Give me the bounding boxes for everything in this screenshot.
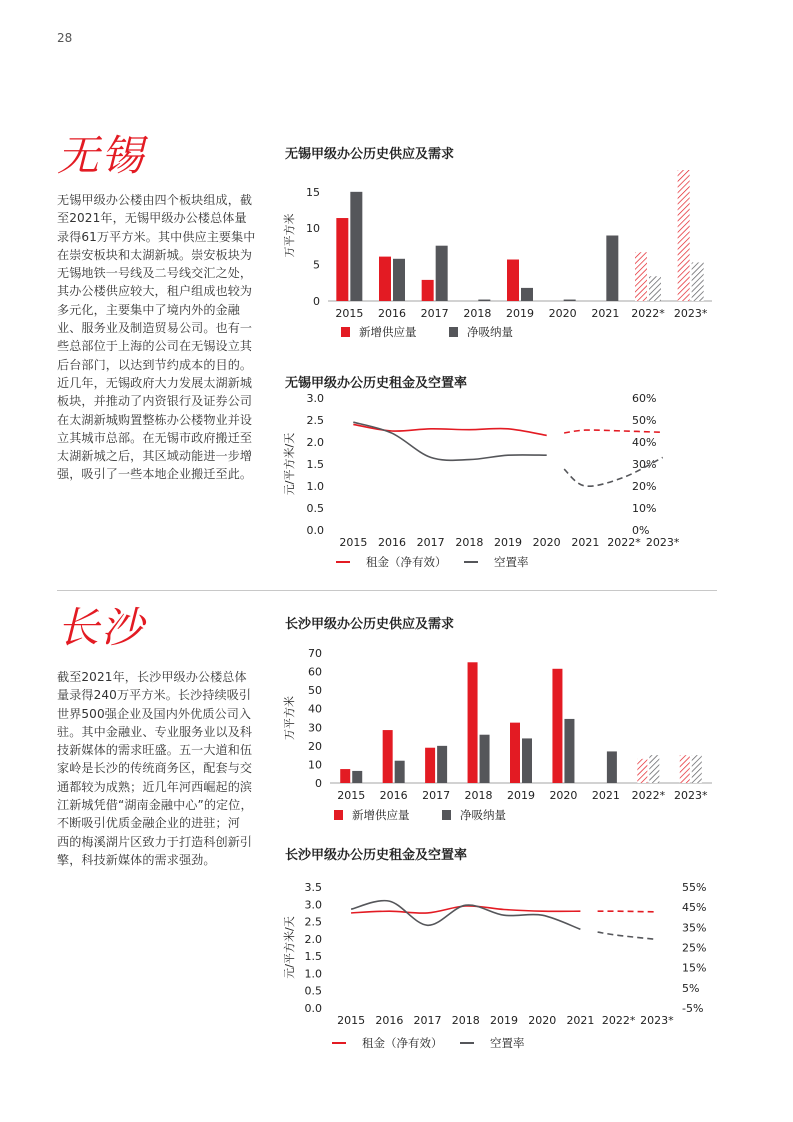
x-tick-label: 2015 — [337, 789, 366, 802]
bar-net-absorption — [692, 262, 704, 301]
bar-new-supply — [510, 723, 520, 783]
bar-net-absorption — [480, 735, 490, 783]
bar-net-absorption — [649, 276, 661, 301]
changsha-supply-chart — [280, 640, 720, 830]
x-tick-label: 2021 — [591, 789, 620, 802]
bar-net-absorption — [606, 236, 618, 302]
text-line: 世界500强企业及国内外优质公司入 — [57, 706, 252, 721]
city-title-changsha: 长沙 — [57, 603, 146, 652]
x-tick-label: 2021 — [571, 536, 600, 549]
x-tick-label: 2019 — [506, 307, 534, 320]
text-line: 截至2021年，长沙甲级办公楼总体 — [57, 670, 247, 684]
vacancy-line-actual — [351, 901, 580, 930]
x-tick-label: 2015 — [339, 536, 368, 549]
bar-net-absorption — [521, 288, 533, 301]
y-tick-label: 10 — [308, 758, 322, 772]
y-axis-label: 万平方米 — [283, 213, 296, 258]
bar-net-absorption — [564, 719, 574, 783]
y-tick-label: 0 — [313, 295, 320, 308]
x-tick-label: 2022* — [631, 789, 666, 802]
y-left-tick-label: 1.0 — [306, 480, 324, 493]
bar-new-supply — [336, 218, 348, 301]
legend-swatch-supply — [334, 810, 343, 820]
text-line: 西的梅溪湖片区致力于打造科创新引 — [57, 834, 253, 849]
y-left-tick-label: 3.0 — [306, 392, 324, 405]
bar-net-absorption — [350, 192, 362, 301]
x-tick-label: 2016 — [379, 789, 408, 802]
y-tick-label: 5 — [313, 258, 320, 272]
x-tick-label: 2023* — [674, 789, 708, 802]
bar-new-supply — [422, 280, 434, 301]
y-right-tick-label: 35% — [682, 921, 707, 935]
text-line: 业、服务业及制造贸易公司。也有一 — [57, 321, 253, 336]
legend-swatch-absorption — [449, 327, 458, 337]
bar-new-supply — [379, 257, 391, 301]
x-tick-label: 2023* — [673, 307, 708, 320]
x-tick-label: 2015 — [337, 1014, 366, 1027]
x-tick-label: 2017 — [413, 1014, 442, 1027]
chart-title-wuxi-rent: 无锡甲级办公历史租金及空置率 — [285, 376, 468, 391]
bar-new-supply — [425, 748, 435, 783]
text-line: 家岭是长沙的传统商务区，配套与交 — [57, 761, 253, 776]
text-line: 量录得240万平方米。长沙持续吸引 — [57, 688, 252, 703]
y-tick-label: 30 — [308, 721, 322, 735]
x-tick-label: 2018 — [451, 1014, 480, 1027]
text-line: 擎，科技新媒体的需求强劲。 — [57, 852, 216, 867]
bar-net-absorption — [437, 746, 447, 783]
text-line: 板块，并推动了内资银行及证券公司 — [57, 394, 253, 409]
x-tick-label: 2017 — [420, 307, 449, 320]
y-left-tick-label: 3.5 — [304, 881, 322, 894]
bar-net-absorption — [692, 755, 702, 783]
y-left-tick-label: 3.0 — [304, 898, 322, 912]
bar-new-supply — [637, 759, 647, 783]
bar-new-supply — [507, 260, 519, 301]
chart-title-changsha-rent: 长沙甲级办公历史租金及空置率 — [285, 848, 468, 863]
y-left-tick-label: 2.0 — [304, 932, 322, 946]
y-right-tick-label: 60% — [632, 392, 657, 405]
y-right-tick-label: 15% — [682, 961, 707, 975]
bar-net-absorption — [395, 761, 405, 783]
y-right-tick-label: 50% — [632, 414, 657, 427]
bar-net-absorption — [352, 771, 362, 783]
y-tick-label: 60 — [308, 665, 322, 679]
x-tick-label: 2019 — [490, 1014, 518, 1027]
bar-net-absorption — [478, 300, 490, 301]
y-left-tick-label: 2.0 — [306, 436, 324, 449]
rent-line-actual — [351, 906, 580, 913]
paragraph-wuxi — [57, 191, 265, 484]
bar-net-absorption — [607, 751, 617, 783]
bar-net-absorption — [436, 246, 448, 301]
x-tick-label: 2020 — [532, 536, 561, 549]
x-tick-label: 2021 — [566, 1014, 595, 1027]
text-line: 多元化，主要集中了境内外的金融 — [57, 302, 240, 317]
y-right-tick-label: 40% — [632, 436, 657, 449]
y-tick-label: 70 — [308, 647, 322, 660]
bar-net-absorption — [649, 755, 659, 783]
y-axis-label: 元/平方米/天 — [283, 432, 296, 496]
bar-net-absorption — [564, 300, 576, 301]
text-line: 在太湖新城购置整栋办公楼物业并设 — [57, 412, 253, 427]
y-tick-label: 50 — [308, 684, 322, 698]
x-tick-label: 2019 — [507, 789, 535, 802]
bar-new-supply — [468, 662, 478, 783]
text-line: 强，吸引了一些本地企业搬迁至此。 — [57, 467, 253, 482]
legend-label: 净吸纳量 — [467, 325, 513, 339]
y-tick-label: 0 — [315, 777, 322, 790]
rent-line-forecast — [564, 430, 663, 433]
y-tick-label: 20 — [308, 739, 322, 753]
y-right-tick-label: 20% — [632, 480, 657, 493]
bar-new-supply — [552, 669, 562, 783]
x-tick-label: 2023* — [640, 1014, 674, 1027]
legend-label: 空置率 — [494, 555, 529, 569]
vacancy-line-actual — [353, 422, 546, 460]
legend-label: 新增供应量 — [359, 325, 417, 339]
x-tick-label: 2020 — [528, 1014, 557, 1027]
y-right-tick-label: 5% — [682, 981, 700, 995]
x-tick-label: 2016 — [378, 307, 406, 320]
y-left-tick-label: 0.0 — [306, 524, 324, 537]
text-line: 些总部位于上海的公司在无锡设立其 — [57, 339, 253, 354]
chart-title-wuxi-supply: 无锡甲级办公历史供应及需求 — [285, 147, 455, 162]
y-left-tick-label: 1.5 — [304, 950, 322, 964]
text-line: 江新城凭借“湖南金融中心”的定位， — [57, 798, 253, 813]
bar-new-supply — [340, 769, 350, 783]
legend-label: 净吸纳量 — [460, 808, 506, 822]
legend-swatch-absorption — [442, 810, 451, 820]
x-tick-label: 2018 — [464, 789, 493, 802]
legend-label: 新增供应量 — [352, 808, 410, 822]
bar-new-supply — [678, 170, 690, 301]
bar-new-supply — [383, 730, 393, 783]
y-left-tick-label: 0.0 — [304, 1002, 322, 1015]
x-tick-label: 2020 — [549, 789, 578, 802]
wuxi-rent-chart — [280, 388, 720, 573]
y-right-tick-label: 0% — [632, 524, 650, 537]
x-tick-label: 2016 — [378, 536, 406, 549]
x-tick-label: 2023* — [645, 536, 680, 549]
x-tick-label: 2018 — [463, 307, 492, 320]
x-tick-label: 2015 — [335, 307, 364, 320]
bar-net-absorption — [393, 259, 405, 301]
legend-label: 租金（净有效） — [366, 555, 447, 569]
text-line: 通都较为成熟；近几年河西崛起的滨 — [57, 779, 253, 794]
y-tick-label: 10 — [306, 222, 320, 236]
text-line: 近几年，无锡政府大力发展太湖新城 — [57, 375, 253, 390]
bar-new-supply — [635, 252, 647, 301]
y-right-tick-label: -5% — [682, 1002, 704, 1015]
text-line: 录得61万平方米。其中供应主要集中 — [57, 229, 256, 244]
section-divider — [57, 590, 717, 591]
paragraph-changsha — [57, 668, 265, 869]
y-left-tick-label: 2.5 — [306, 414, 324, 427]
changsha-rent-chart — [280, 872, 720, 1062]
x-tick-label: 2020 — [548, 307, 577, 320]
bar-new-supply — [680, 755, 690, 783]
y-left-tick-label: 1.5 — [306, 458, 324, 471]
wuxi-supply-chart — [280, 160, 720, 345]
y-left-tick-label: 2.5 — [304, 915, 322, 929]
x-tick-label: 2017 — [422, 789, 451, 802]
x-tick-label: 2017 — [416, 536, 445, 549]
y-left-tick-label: 0.5 — [304, 984, 322, 998]
y-axis-label: 万平方米 — [283, 696, 296, 740]
y-right-tick-label: 25% — [682, 941, 707, 955]
y-left-tick-label: 1.0 — [304, 967, 322, 981]
y-right-tick-label: 10% — [632, 502, 657, 515]
y-right-tick-label: 30% — [632, 458, 657, 471]
bar-net-absorption — [522, 738, 532, 783]
text-line: 无锡甲级办公楼由四个板块组成，截 — [57, 193, 253, 207]
text-line: 后台部门，以达到节约成本的目的。 — [57, 357, 253, 372]
x-tick-label: 2021 — [591, 307, 620, 320]
city-title-wuxi: 无锡 — [57, 131, 146, 180]
text-line: 其办公楼供应较大，租户组成也较为 — [57, 284, 253, 299]
page-number: 28 — [57, 31, 73, 45]
x-tick-label: 2022* — [631, 307, 665, 320]
y-axis-label: 元/平方米/天 — [283, 916, 296, 979]
x-tick-label: 2018 — [455, 536, 484, 549]
text-line: 在崇安板块和太湖新城。崇安板块为 — [57, 247, 253, 262]
legend-swatch-supply — [341, 327, 350, 337]
chart-title-changsha-supply: 长沙甲级办公历史供应及需求 — [285, 617, 455, 632]
text-line: 至2021年，无锡甲级办公楼总体量 — [57, 211, 247, 226]
x-tick-label: 2016 — [375, 1014, 404, 1027]
y-left-tick-label: 0.5 — [306, 502, 324, 515]
text-line: 不断吸引优质金融企业的进驻；河 — [57, 816, 240, 831]
text-line: 太湖新城之后，其区域动能进一步增 — [57, 449, 253, 464]
text-line: 技新媒体的需求旺盛。五一大道和伍 — [57, 743, 253, 758]
text-line: 立其城市总部。在无锡市政府搬迁至 — [57, 430, 253, 445]
rent-line-forecast — [598, 911, 657, 912]
vacancy-line-forecast — [598, 932, 657, 939]
x-tick-label: 2019 — [494, 536, 522, 549]
x-tick-label: 2022* — [607, 536, 641, 549]
y-right-tick-label: 55% — [682, 881, 707, 894]
y-tick-label: 40 — [308, 702, 322, 716]
legend-label: 租金（净有效） — [362, 1036, 443, 1050]
text-line: 无锡地铁一号线及二号线交汇之处， — [57, 266, 253, 281]
legend-label: 空置率 — [490, 1036, 525, 1050]
y-right-tick-label: 45% — [682, 901, 707, 915]
text-line: 驻。其中金融业、专业服务业以及科 — [57, 724, 253, 739]
y-tick-label: 15 — [306, 185, 320, 199]
x-tick-label: 2022* — [601, 1014, 636, 1027]
